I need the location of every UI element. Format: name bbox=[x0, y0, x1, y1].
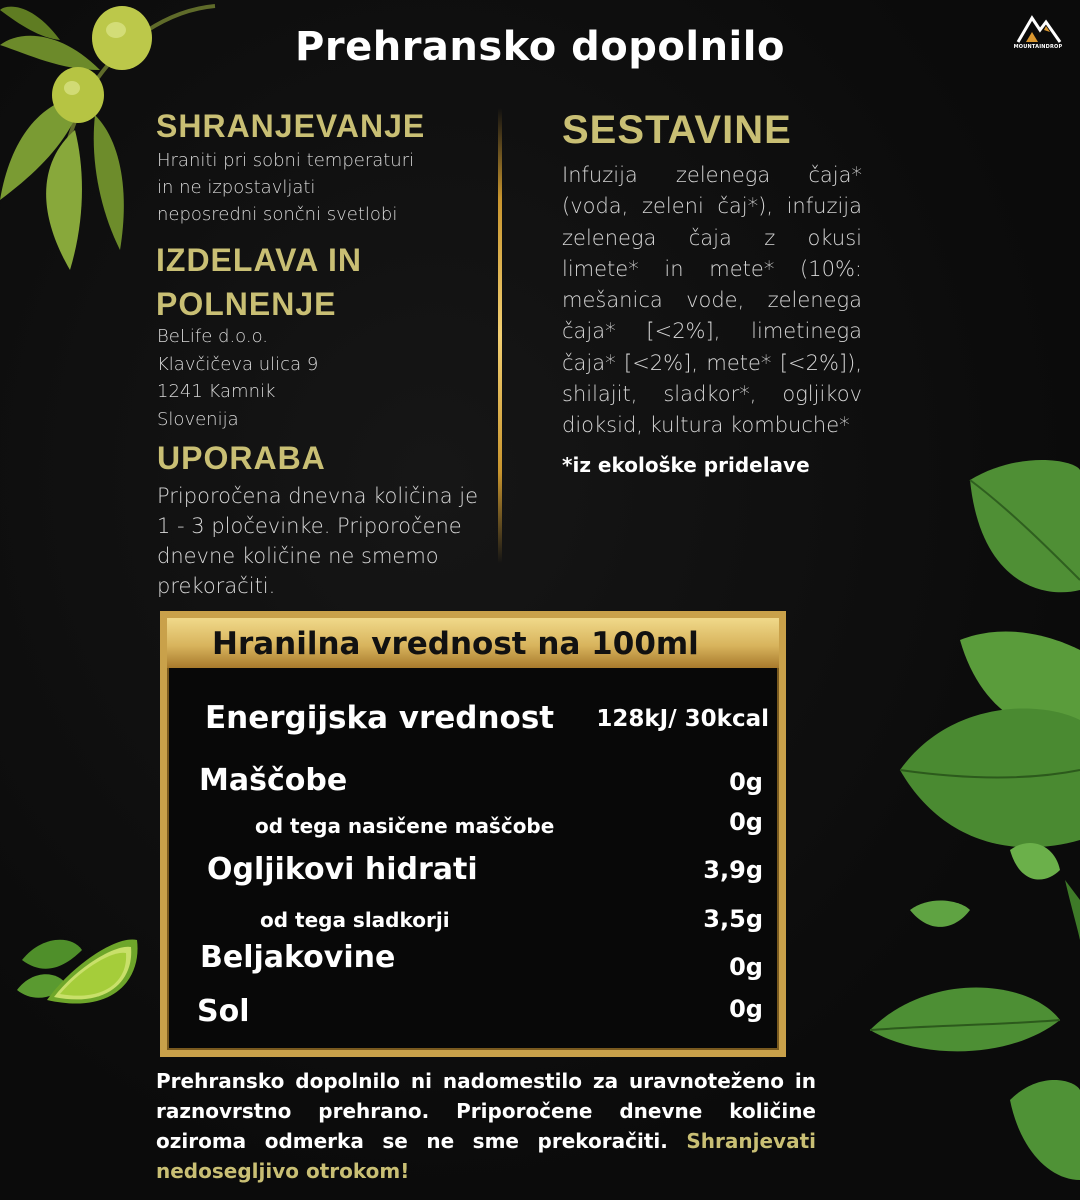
nutrition-header-bar bbox=[167, 618, 779, 668]
ingredients-heading: SESTAVINE bbox=[562, 108, 792, 152]
usage-heading: UPORABA bbox=[157, 440, 326, 476]
gold-divider bbox=[498, 108, 502, 563]
lime-slice-icon bbox=[12, 930, 142, 1020]
mountain-logo-icon bbox=[1010, 10, 1066, 44]
nutrition-header: Hranilna vrednost na 100ml bbox=[212, 626, 699, 662]
nutrition-value-fat: 0g bbox=[729, 768, 763, 796]
nutrition-label-carbohydrates: Ogljikovi hidrati bbox=[207, 852, 478, 887]
nutrition-value-salt: 0g bbox=[729, 995, 763, 1023]
usage-text: Priporočena dnevna količina je 1 - 3 pločevinke. Priporočene dnevne količine ne smemo prekoračiti. bbox=[157, 484, 479, 598]
production-heading: IZDELAVA IN POLNENJE bbox=[156, 242, 362, 322]
page-title: Prehransko dopolnilo bbox=[295, 24, 785, 70]
nutrition-value-sugars: 3,5g bbox=[703, 905, 763, 933]
nutrition-label-protein: Beljakovine bbox=[200, 940, 396, 975]
production-address: BeLife d.o.o. Klavčičeva ulica 9 1241 Kamnik Slovenija bbox=[157, 326, 319, 430]
disclaimer bbox=[156, 1066, 816, 1186]
nutrition-value-carbohydrates: 3,9g bbox=[703, 856, 763, 884]
nutrition-label-salt: Sol bbox=[197, 994, 250, 1029]
nutrition-value-saturated-fat: 0g bbox=[729, 808, 763, 836]
disclaimer-warning: Shranjevati nedosegljivo otrokom! bbox=[156, 1129, 816, 1183]
nutrition-label-saturated-fat: od tega nasičene maščobe bbox=[255, 814, 555, 838]
nutrition-table bbox=[160, 611, 786, 1057]
mint-leaves-icon bbox=[860, 440, 1080, 1200]
organic-note: *iz ekološke pridelave bbox=[562, 453, 810, 477]
nutrition-label-fat: Maščobe bbox=[199, 763, 348, 798]
nutrition-label-sugars: od tega sladkorji bbox=[260, 908, 450, 932]
storage-heading: SHRANJEVANJE bbox=[156, 108, 426, 144]
nutrition-value-protein: 0g bbox=[729, 953, 763, 981]
logo-wordmark: MOUNTAINDROP bbox=[1013, 44, 1063, 50]
brand-logo bbox=[1010, 10, 1066, 52]
storage-text: Hraniti pri sobni temperaturi in ne izpostavljati neposredni sončni svetlobi bbox=[157, 150, 415, 225]
ingredients-text: Infuzija zelenega čaja* (voda, zeleni čaj*), infuzija zelenega čaja z okusi limete* in mete* (10%: mešanica vode, zelenega čaja* [<2%], limetinega čaja* [<2%], mete* [<2%]), shilajit, sladkor*, ogljikov dioksid, kultura kombuche* bbox=[562, 163, 862, 438]
disclaimer-text: Prehransko dopolnilo ni nadomestilo za uravnoteženo in raznovrstno prehrano. Priporočene dnevne količine oziroma odmerka se ne sme prekoračiti. bbox=[156, 1069, 816, 1153]
nutrition-label-energy: Energijska vrednost bbox=[205, 700, 555, 736]
nutrition-value-energy: 128kJ/ 30kcal bbox=[596, 706, 769, 732]
